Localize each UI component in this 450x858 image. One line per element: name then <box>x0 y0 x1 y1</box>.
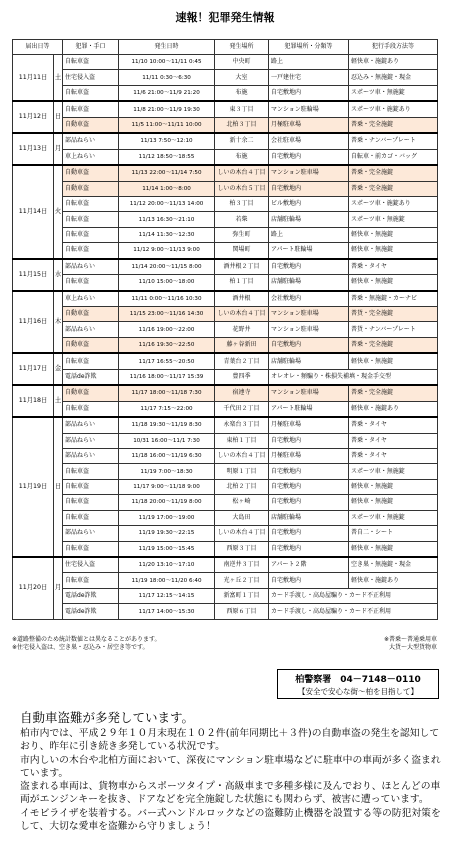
report-weekday: 火 <box>54 165 63 259</box>
table-row <box>13 464 438 479</box>
table-row <box>13 117 438 133</box>
header-category: 犯罪場所・分類等 <box>269 40 349 55</box>
place-cell: 千代田２丁目 <box>215 401 269 417</box>
place-cell: 布施 <box>215 149 269 165</box>
method-cell: 軽快車・無施錠 <box>349 227 438 242</box>
report-weekday: 水 <box>54 259 63 291</box>
crime-type-cell: 部品ねらい <box>63 322 119 337</box>
category-cell: 店舗駐輪場 <box>269 275 349 291</box>
crime-type-cell: 自動車盗 <box>63 117 119 133</box>
crime-type-cell: 自転車盗 <box>63 464 119 479</box>
time-cell: 11/19 7:00～18:30 <box>119 464 215 479</box>
report-weekday: 金 <box>54 353 63 385</box>
place-cell: しいの木台４丁目 <box>215 165 269 181</box>
crime-type-cell: 自転車盗 <box>63 573 119 588</box>
method-cell: 普乗・タイヤ <box>349 433 438 448</box>
note-burglary: ※住宅侵入盗は、空き巣・忍込み・居空き等です。 <box>12 644 149 651</box>
category-cell: 一戸建住宅 <box>269 70 349 85</box>
table-row <box>13 227 438 242</box>
category-cell: 自宅敷地内 <box>269 464 349 479</box>
report-weekday: 日 <box>54 417 63 557</box>
header-crime-type: 犯罪・手口 <box>63 40 119 55</box>
time-cell: 11/12 18:50～18:55 <box>119 149 215 165</box>
header-place: 発生場所 <box>215 40 269 55</box>
report-date: 11月12日 <box>13 101 54 133</box>
crime-type-cell: 自転車盗 <box>63 353 119 369</box>
method-cell: 軽快車・無施錠 <box>349 275 438 291</box>
police-contact-box <box>277 669 439 699</box>
category-cell: 自宅敷地内 <box>269 181 349 196</box>
category-cell: 路上 <box>269 227 349 242</box>
table-row <box>13 526 438 541</box>
table-row <box>13 291 438 307</box>
category-cell: マンション駐車場 <box>269 307 349 322</box>
table-row <box>13 541 438 557</box>
method-cell: スポーツ車・無施錠 <box>349 464 438 479</box>
table-header-row <box>13 40 438 55</box>
crime-type-cell: 部品ねらい <box>63 448 119 463</box>
place-cell: 東３丁目 <box>215 101 269 117</box>
header-date: 届出日等 <box>13 40 63 55</box>
place-cell: しいの木台４丁目 <box>215 526 269 541</box>
place-cell: しいの木台４丁目 <box>215 448 269 463</box>
time-cell: 11/10 15:00～18:00 <box>119 275 215 291</box>
category-cell: 月極駐車場 <box>269 117 349 133</box>
crime-type-cell: 自転車盗 <box>63 85 119 101</box>
time-cell: 11/11 0:00～11/16 10:30 <box>119 291 215 307</box>
category-cell: 自宅敷地内 <box>269 259 349 275</box>
method-cell: スポーツ車・無施錠 <box>349 85 438 101</box>
crime-type-cell: 電話de詐欺 <box>63 604 119 619</box>
category-cell: 自宅敷地内 <box>269 433 349 448</box>
table-row <box>13 337 438 353</box>
crime-table <box>12 39 438 620</box>
place-cell: 中央町 <box>215 55 269 70</box>
method-cell: 普乗・タイヤ <box>349 417 438 433</box>
category-cell: 店舗駐輪場 <box>269 510 349 525</box>
method-cell: スポーツ車・無施錠 <box>349 510 438 525</box>
method-cell: 普乗・完全施錠 <box>349 165 438 181</box>
report-weekday: 土 <box>54 385 63 417</box>
method-cell: スポーツ車・無施錠 <box>349 212 438 227</box>
table-row <box>13 243 438 259</box>
table-row <box>13 101 438 117</box>
table-row <box>13 433 438 448</box>
table-row <box>13 369 438 385</box>
table-body <box>13 55 438 620</box>
crime-type-cell: 部品ねらい <box>63 417 119 433</box>
report-weekday: 月 <box>54 557 63 619</box>
alert-heading: 自動車盗難が多発しています。 <box>20 710 195 725</box>
method-cell: 普乗・ナンバープレート <box>349 133 438 149</box>
place-cell: 北柏２丁目 <box>215 479 269 494</box>
method-cell: スポーツ車・施錠あり <box>349 101 438 117</box>
place-cell: 永楽台３丁目 <box>215 417 269 433</box>
time-cell: 11/14 11:30～12:30 <box>119 227 215 242</box>
category-cell: 自宅敷地内 <box>269 495 349 510</box>
report-date: 11月20日 <box>13 557 54 619</box>
category-cell: 路上 <box>269 55 349 70</box>
time-cell: 11/17 14:00～15:30 <box>119 604 215 619</box>
table-row <box>13 448 438 463</box>
table-row <box>13 573 438 588</box>
place-cell: 大島田 <box>215 510 269 525</box>
category-cell: 自宅敷地内 <box>269 85 349 101</box>
method-cell: 普乗・無施錠・カーナビ <box>349 291 438 307</box>
method-cell: 軽快車・無施錠 <box>349 243 438 259</box>
report-date: 11月16日 <box>13 291 54 354</box>
time-cell: 11/19 15:00～15:45 <box>119 541 215 557</box>
place-cell: 西原３丁目 <box>215 541 269 557</box>
place-cell: 北柏３丁目 <box>215 117 269 133</box>
header-time: 発生日時 <box>119 40 215 55</box>
alert-paragraph: イモビライザを装着する。バー式ハンドルロックなどの盗難防止機器を設置する等の防犯対策をして、大切な愛車を盗難から守りましょう！ <box>20 807 441 833</box>
time-cell: 11/20 13:10～17:10 <box>119 557 215 573</box>
crime-type-cell: 自転車盗 <box>63 55 119 70</box>
table-row <box>13 307 438 322</box>
crime-type-cell: 住宅侵入盗 <box>63 70 119 85</box>
crime-type-cell: 車上ねらい <box>63 149 119 165</box>
table-row <box>13 510 438 525</box>
category-cell: アパート２階 <box>269 557 349 573</box>
category-cell: 会社駐車場 <box>269 133 349 149</box>
table-row <box>13 149 438 165</box>
place-cell: 西原６丁目 <box>215 604 269 619</box>
place-cell: 藤ヶ谷新田 <box>215 337 269 353</box>
table-row <box>13 275 438 291</box>
report-date: 11月14日 <box>13 165 54 259</box>
crime-type-cell: 部品ねらい <box>63 433 119 448</box>
place-cell: 花野井 <box>215 322 269 337</box>
crime-type-cell: 部品ねらい <box>63 526 119 541</box>
header-method: 犯行手段方法等 <box>349 40 438 55</box>
category-cell: 自宅敷地内 <box>269 337 349 353</box>
report-weekday: 土 <box>54 55 63 102</box>
method-cell: 軽快車・無施錠 <box>349 479 438 494</box>
category-cell: アパート駐輪場 <box>269 243 349 259</box>
crime-type-cell: 電話de詐欺 <box>63 369 119 385</box>
category-cell: 自宅敷地内 <box>269 479 349 494</box>
table-row <box>13 165 438 181</box>
crime-type-cell: 部品ねらい <box>63 133 119 149</box>
time-cell: 11/6 21:00～11/9 21:20 <box>119 85 215 101</box>
crime-type-cell: 自転車盗 <box>63 243 119 259</box>
time-cell: 11/14 20:00～11/15 8:00 <box>119 259 215 275</box>
method-cell: 普乗・完全施錠 <box>349 385 438 401</box>
time-cell: 11/12 20:00～11/13 14:00 <box>119 196 215 211</box>
category-cell: カード手渡し・高島屋騙り・カード不正利用 <box>269 588 438 603</box>
table-row <box>13 133 438 149</box>
category-cell: 店舗駐輪場 <box>269 212 349 227</box>
time-cell: 11/17 16:55～20:50 <box>119 353 215 369</box>
method-cell: 自転車・前カゴ・バッグ <box>349 149 438 165</box>
place-cell: 若柴 <box>215 212 269 227</box>
table-row <box>13 55 438 70</box>
category-cell: 自宅敷地内 <box>269 149 349 165</box>
crime-type-cell: 自転車盗 <box>63 227 119 242</box>
report-date: 11月17日 <box>13 353 54 385</box>
time-cell: 11/18 19:30～11/19 8:30 <box>119 417 215 433</box>
category-cell: アパート駐輪場 <box>269 401 349 417</box>
category-cell: マンション駐車場 <box>269 165 349 181</box>
table-row <box>13 495 438 510</box>
place-cell: 青葉台２丁目 <box>215 353 269 369</box>
place-cell: 新十余二 <box>215 133 269 149</box>
time-cell: 11/16 18:00～11/17 15:39 <box>119 369 215 385</box>
table-row <box>13 196 438 211</box>
category-cell: 月極駐車場 <box>269 448 349 463</box>
table-row <box>13 212 438 227</box>
category-cell: 自宅敷地内 <box>269 526 349 541</box>
alert-paragraph: 盗まれる車両は、貨物車からスポーツタイプ・高級車まで多種多様に及んでおり、ほとんどの車両がエンジンキーを抜き、ドアなどを完全施錠した状態にも関わらず、被害に遭っています。 <box>20 781 441 806</box>
table-row <box>13 259 438 275</box>
report-date: 11月13日 <box>13 133 54 165</box>
method-cell: 忍込み・無施錠・現金 <box>349 70 438 85</box>
method-cell: 普自二・シート <box>349 526 438 541</box>
place-cell: 豊四季 <box>215 369 269 385</box>
table-row <box>13 401 438 417</box>
crime-type-cell: 車上ねらい <box>63 291 119 307</box>
time-cell: 11/18 20:00～11/19 8:00 <box>119 495 215 510</box>
place-cell: 酒井根２丁目 <box>215 259 269 275</box>
crime-type-cell: 自転車盗 <box>63 101 119 117</box>
table-row <box>13 557 438 573</box>
time-cell: 11/13 22:00～11/14 7:50 <box>119 165 215 181</box>
time-cell: 11/19 19:30～22:15 <box>119 526 215 541</box>
method-cell: 軽快車・施錠あり <box>349 573 438 588</box>
place-cell: 布施 <box>215 85 269 101</box>
report-date: 11月19日 <box>13 417 54 557</box>
method-cell: 普乗・完全施錠 <box>349 181 438 196</box>
method-cell: 普貨・完全施錠 <box>349 307 438 322</box>
table-row <box>13 85 438 101</box>
place-cell: 関場町 <box>215 243 269 259</box>
crime-type-cell: 電話de詐欺 <box>63 588 119 603</box>
time-cell: 11/17 9:00～11/18 9:00 <box>119 479 215 494</box>
police-phone: 柏警察署 04－7148－0110 <box>295 675 421 685</box>
method-cell: 軽快車・無施錠 <box>349 353 438 369</box>
place-cell: 弥生町 <box>215 227 269 242</box>
crime-type-cell: 自動車盗 <box>63 337 119 353</box>
time-cell: 11/15 23:00～11/16 14:30 <box>119 307 215 322</box>
table-row <box>13 604 438 619</box>
table-row <box>13 588 438 603</box>
place-cell: しいの木台５丁目 <box>215 181 269 196</box>
report-weekday: 月 <box>54 133 63 165</box>
place-cell: 新富町１丁目 <box>215 588 269 603</box>
place-cell: 松ヶ崎 <box>215 495 269 510</box>
category-cell: カード手渡し・高島屋騙り・カード不正利用 <box>269 604 438 619</box>
note-abbrev-1: ※普乗～普通乗用車 <box>383 636 437 643</box>
table-row <box>13 417 438 433</box>
place-cell: 南逆井３丁目 <box>215 557 269 573</box>
time-cell: 11/13 7:50～12:10 <box>119 133 215 149</box>
alert-body <box>20 727 442 833</box>
time-cell: 11/19 17:00～19:00 <box>119 510 215 525</box>
time-cell: 11/19 18:00～11/20 6:40 <box>119 573 215 588</box>
crime-type-cell: 住宅侵入盗 <box>63 557 119 573</box>
note-statistics: ※道路整備のため統計数値とは異なることがあります。 <box>12 636 161 643</box>
report-weekday: 木 <box>54 291 63 354</box>
report-weekday: 日 <box>54 101 63 133</box>
table-row <box>13 181 438 196</box>
place-cell: 明原１丁目 <box>215 464 269 479</box>
place-cell: 宿連寺 <box>215 385 269 401</box>
place-cell: 東柏１丁目 <box>215 433 269 448</box>
place-cell: 光ヶ丘２丁目 <box>215 573 269 588</box>
time-cell: 11/5 11:00～11/11 10:00 <box>119 117 215 133</box>
category-cell: 月極駐車場 <box>269 417 349 433</box>
crime-type-cell: 自転車盗 <box>63 212 119 227</box>
time-cell: 11/16 19:00～22:00 <box>119 322 215 337</box>
place-cell: 酒井根 <box>215 291 269 307</box>
category-cell: オレオレ・頻騙り・株損失補填・現金手交型 <box>269 369 438 385</box>
crime-type-cell: 自転車盗 <box>63 510 119 525</box>
place-cell: 柏１丁目 <box>215 275 269 291</box>
category-cell: ビル敷地内 <box>269 196 349 211</box>
time-cell: 11/10 10:00～11/11 0:45 <box>119 55 215 70</box>
method-cell: 普乗・完全施錠 <box>349 337 438 353</box>
method-cell: 軽快車・施錠あり <box>349 401 438 417</box>
method-cell: 普貨・ナンバープレート <box>349 322 438 337</box>
method-cell: 軽快車・無施錠 <box>349 495 438 510</box>
crime-type-cell: 自動車盗 <box>63 307 119 322</box>
crime-type-cell: 自転車盗 <box>63 479 119 494</box>
method-cell: 普乗・タイヤ <box>349 448 438 463</box>
crime-type-cell: 自転車盗 <box>63 401 119 417</box>
crime-type-cell: 自転車盗 <box>63 196 119 211</box>
time-cell: 10/31 16:00～11/1 7:30 <box>119 433 215 448</box>
report-date: 11月15日 <box>13 259 54 291</box>
table-row <box>13 479 438 494</box>
time-cell: 11/16 19:30～22:50 <box>119 337 215 353</box>
crime-type-cell: 自転車盗 <box>63 275 119 291</box>
time-cell: 11/8 21:00～11/9 19:30 <box>119 101 215 117</box>
time-cell: 11/18 16:00～11/19 6:30 <box>119 448 215 463</box>
category-cell: マンション駐車場 <box>269 322 349 337</box>
crime-type-cell: 自転車盗 <box>63 541 119 557</box>
place-cell: 柏３丁目 <box>215 196 269 211</box>
category-cell: マンション駐車場 <box>269 385 349 401</box>
crime-type-cell: 自動車盗 <box>63 181 119 196</box>
police-slogan: 【安全で安心な街～柏を目指して】 <box>298 687 418 696</box>
category-cell: 会社敷地内 <box>269 291 349 307</box>
category-cell: 自宅敷地内 <box>269 573 349 588</box>
time-cell: 11/17 18:00～11/18 7:30 <box>119 385 215 401</box>
crime-type-cell: 自転車盗 <box>63 495 119 510</box>
report-date: 11月18日 <box>13 385 54 417</box>
method-cell: 普乗・タイヤ <box>349 259 438 275</box>
method-cell: 空き巣・無施錠・現金 <box>349 557 438 573</box>
method-cell: 普乗・完全施錠 <box>349 117 438 133</box>
report-date: 11月11日 <box>13 55 54 102</box>
method-cell: スポーツ車・施錠あり <box>349 196 438 211</box>
alert-paragraph: 市内しいの木台や北柏方面において、深夜にマンション駐車場などに駐車中の車両が多く盗まれています。 <box>20 754 441 779</box>
place-cell: しいの木台４丁目 <box>215 307 269 322</box>
method-cell: 軽快車・施錠あり <box>349 55 438 70</box>
method-cell: 軽快車・無施錠 <box>349 541 438 557</box>
crime-type-cell: 自動車盗 <box>63 385 119 401</box>
table-row <box>13 322 438 337</box>
crime-type-cell: 部品ねらい <box>63 259 119 275</box>
time-cell: 11/11 0:30～6:30 <box>119 70 215 85</box>
place-cell: 大室 <box>215 70 269 85</box>
category-cell: マンション駐輪場 <box>269 101 349 117</box>
category-cell: 店舗駐輪場 <box>269 353 349 369</box>
page-title: 速報！犯罪発生情報 <box>175 11 275 24</box>
time-cell: 11/12 9:00～11/13 9:00 <box>119 243 215 259</box>
time-cell: 11/17 7:15～22:00 <box>119 401 215 417</box>
note-abbrev-2: 大貨～大型貨物車 <box>388 644 437 651</box>
time-cell: 11/13 16:30～21:10 <box>119 212 215 227</box>
crime-type-cell: 自動車盗 <box>63 165 119 181</box>
time-cell: 11/14 1:00～8:00 <box>119 181 215 196</box>
table-row <box>13 70 438 85</box>
alert-paragraph: 柏市内では、平成２９年１０月末現在１０２件(前年同期比＋３件)の自動車盗の発生を認知しており、昨年に引き続き多発している状況です。 <box>20 728 440 753</box>
table-row <box>13 353 438 369</box>
category-cell: 自宅敷地内 <box>269 541 349 557</box>
table-row <box>13 385 438 401</box>
time-cell: 11/17 12:15～14:15 <box>119 588 215 603</box>
